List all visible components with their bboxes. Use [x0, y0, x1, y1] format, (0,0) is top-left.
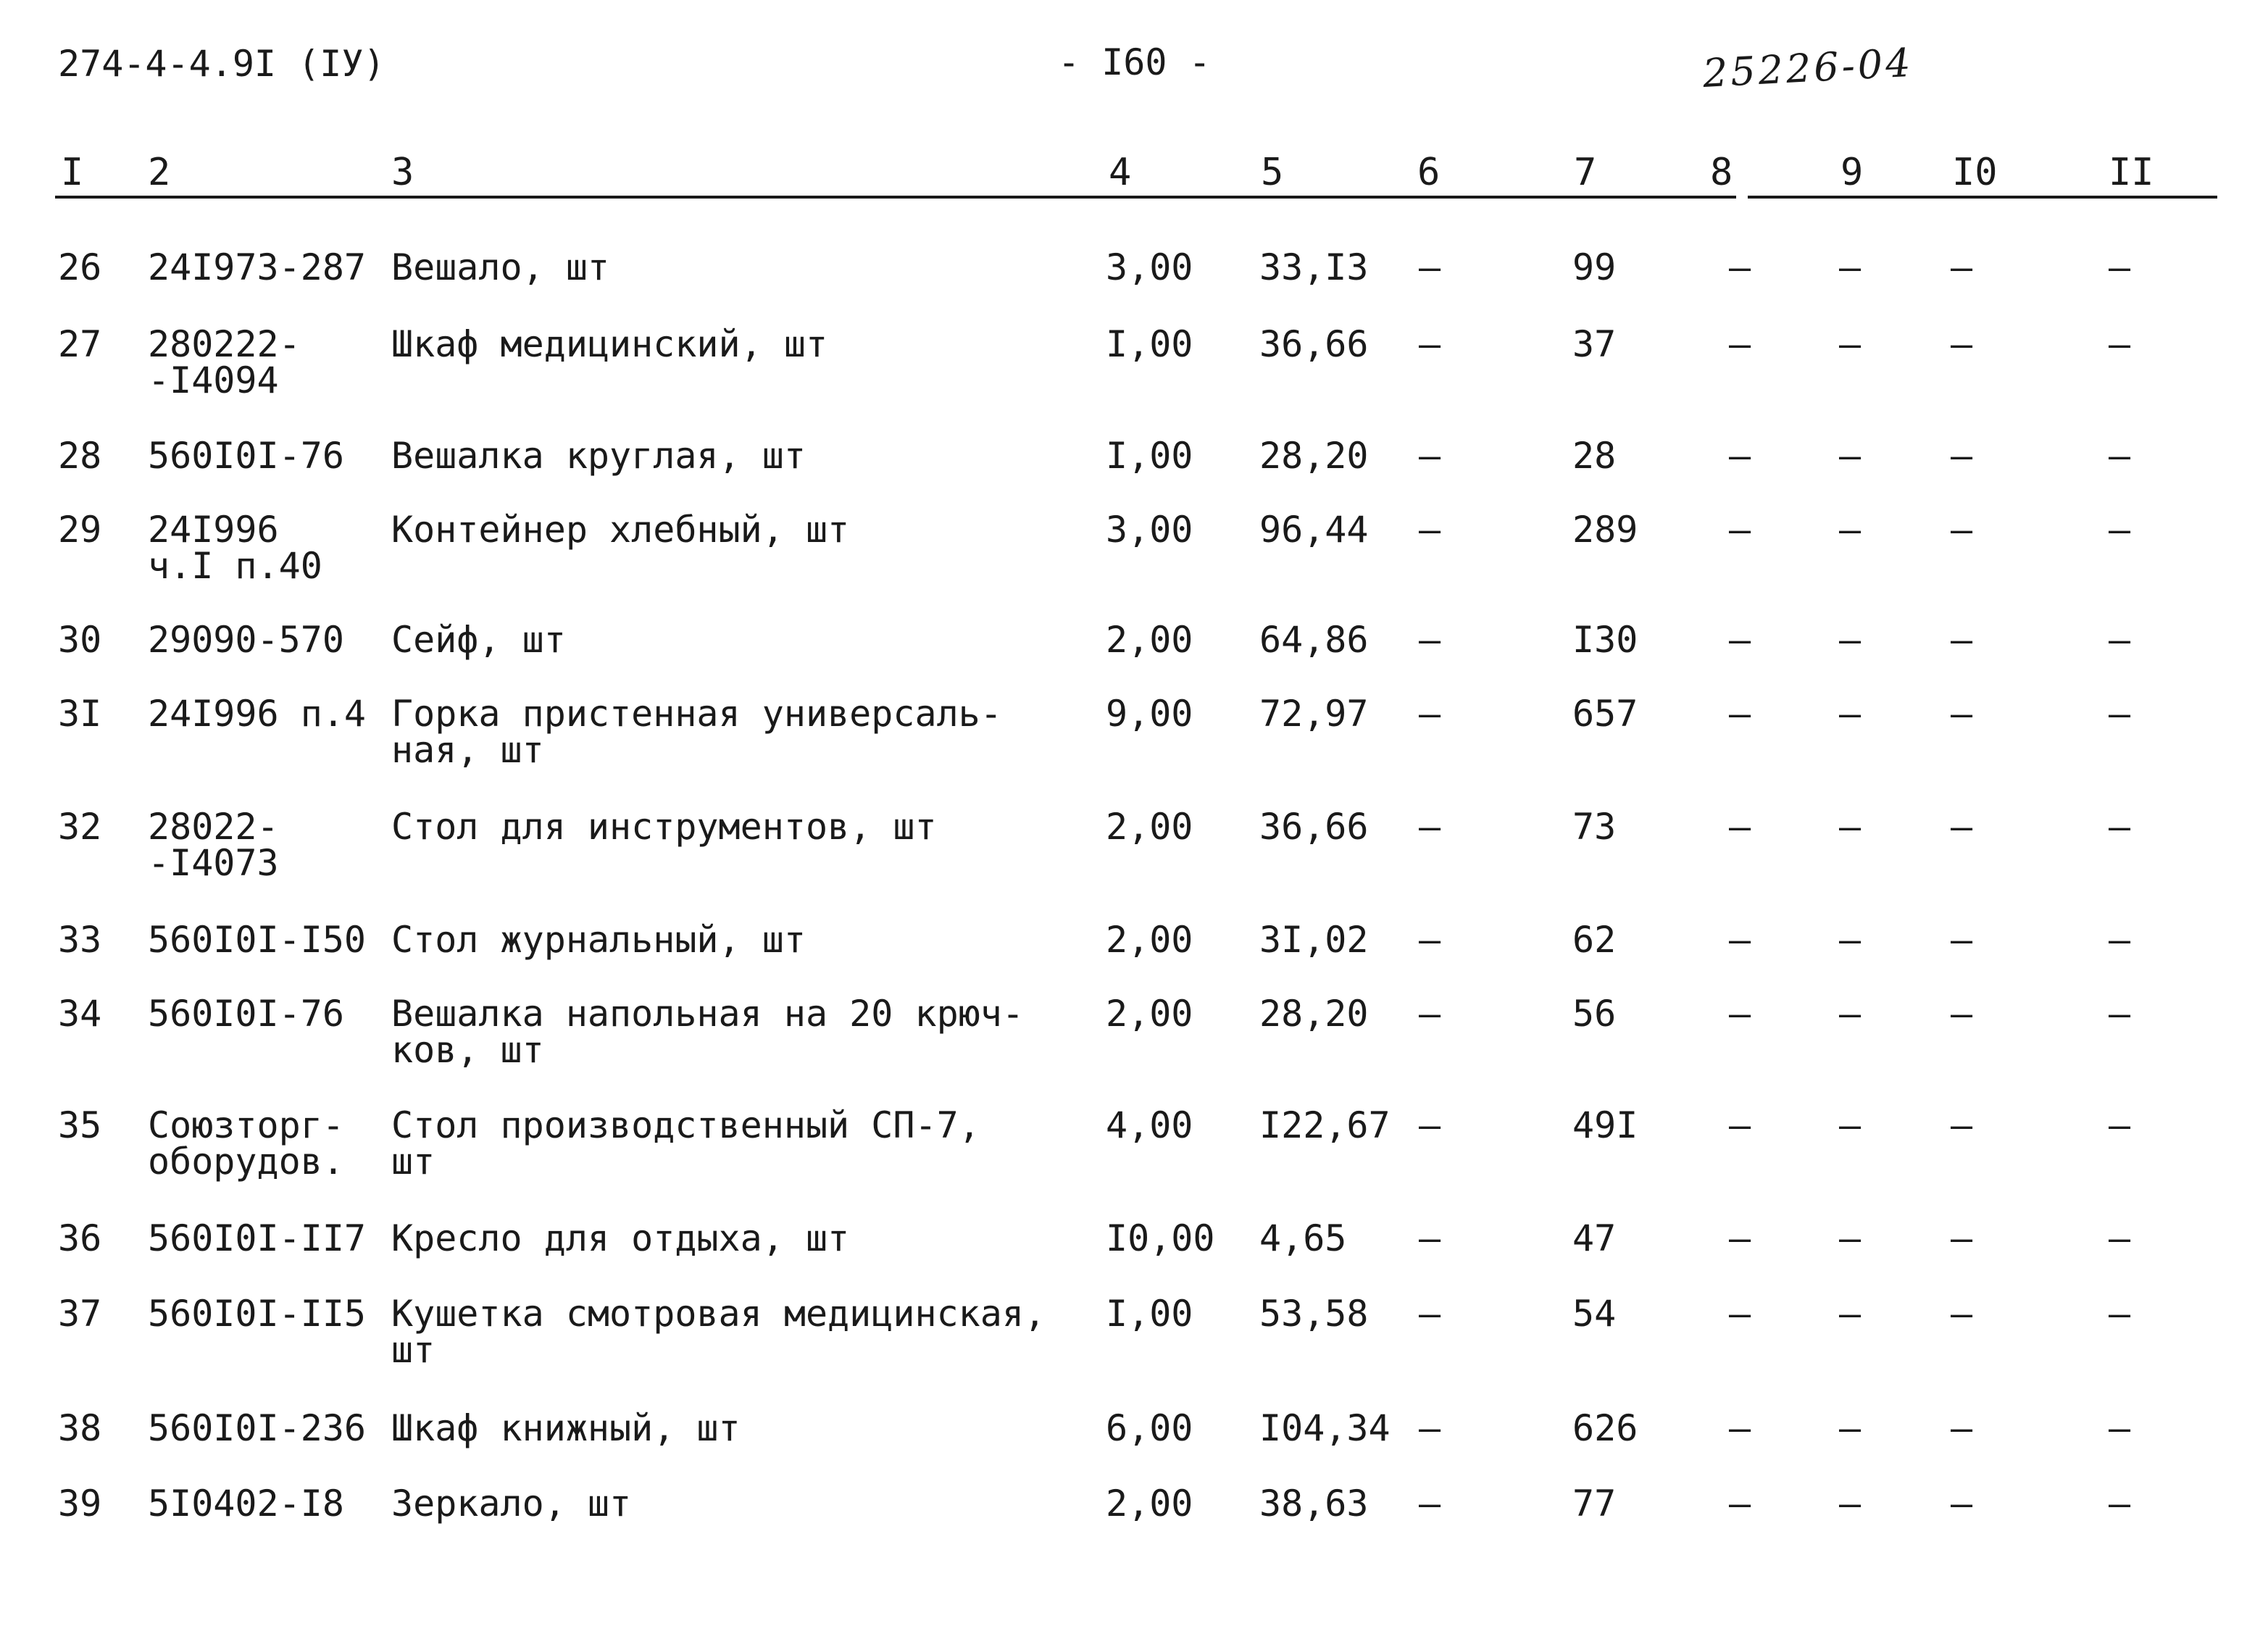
- column-10-value: –: [1951, 509, 1973, 551]
- item-name: Стол производственный СП-7, шт: [391, 1104, 980, 1183]
- catalog-code: 560I0I-76: [148, 993, 344, 1035]
- column-11-value: –: [2109, 1104, 2131, 1146]
- header-rule: [1748, 196, 2217, 199]
- column-9-value: –: [1839, 693, 1861, 735]
- catalog-code: 28022- -I4073: [148, 806, 279, 884]
- catalog-code: 560I0I-236: [148, 1407, 367, 1449]
- column-11-value: –: [2109, 435, 2131, 477]
- item-name: Сейф, шт: [391, 619, 566, 661]
- item-name: Кушетка смотровая медицинская, шт: [391, 1293, 1046, 1371]
- column-10-value: –: [1951, 919, 1973, 961]
- row-number: 37: [58, 1293, 102, 1335]
- column-8-value: –: [1729, 693, 1751, 735]
- column-10-value: –: [1951, 1217, 1973, 1259]
- column-number: II: [2109, 151, 2154, 194]
- column-9-value: –: [1839, 435, 1861, 477]
- row-number: 28: [58, 435, 102, 477]
- column-9-value: –: [1839, 323, 1861, 365]
- catalog-code: 560I0I-II5: [148, 1293, 367, 1335]
- column-10-value: –: [1951, 1407, 1973, 1449]
- column-11-value: –: [2109, 693, 2131, 735]
- column-11-value: –: [2109, 1217, 2131, 1259]
- header-rule: [55, 196, 1736, 199]
- column-6-value: –: [1419, 993, 1441, 1035]
- row-number: 33: [58, 919, 102, 961]
- column-9-value: –: [1839, 1483, 1861, 1525]
- column-number: 6: [1417, 151, 1441, 194]
- column-8-value: –: [1729, 435, 1751, 477]
- catalog-code: 280222- -I4094: [148, 323, 301, 401]
- catalog-code: 24I973-287: [148, 246, 367, 288]
- column-9-value: –: [1839, 993, 1861, 1035]
- unit-price: 36,66: [1259, 806, 1369, 848]
- row-number: 30: [58, 619, 102, 661]
- catalog-code: 5I0402-I8: [148, 1483, 344, 1525]
- quantity: 3,00: [1106, 509, 1193, 551]
- quantity: 3,00: [1106, 246, 1193, 288]
- row-number: 32: [58, 806, 102, 848]
- column-number: 3: [391, 151, 414, 194]
- item-name: Кресло для отдыха, шт: [391, 1217, 850, 1259]
- column-6-value: –: [1419, 693, 1441, 735]
- column-6-value: –: [1419, 619, 1441, 661]
- column-10-value: –: [1951, 993, 1973, 1035]
- unit-price: I22,67: [1259, 1104, 1391, 1146]
- column-8-value: –: [1729, 1483, 1751, 1525]
- column-6-value: –: [1419, 1217, 1441, 1259]
- column-8-value: –: [1729, 806, 1751, 848]
- column-number: 7: [1574, 151, 1597, 194]
- total-value: 54: [1572, 1293, 1617, 1335]
- column-6-value: –: [1419, 1483, 1441, 1525]
- total-value: 99: [1572, 246, 1617, 288]
- total-value: 49I: [1572, 1104, 1638, 1146]
- catalog-code: 560I0I-I50: [148, 919, 367, 961]
- catalog-code: 24I996 ч.I п.40: [148, 509, 322, 587]
- quantity: 2,00: [1106, 1483, 1193, 1525]
- row-number: 38: [58, 1407, 102, 1449]
- item-name: Вешало, шт: [391, 246, 610, 288]
- column-6-value: –: [1419, 246, 1441, 288]
- column-6-value: –: [1419, 1104, 1441, 1146]
- row-number: 35: [58, 1104, 102, 1146]
- column-9-value: –: [1839, 919, 1861, 961]
- unit-price: 28,20: [1259, 435, 1369, 477]
- column-11-value: –: [2109, 993, 2131, 1035]
- quantity: I,00: [1106, 323, 1193, 365]
- catalog-code: 24I996 п.4: [148, 693, 367, 735]
- column-number: 5: [1261, 151, 1284, 194]
- column-9-value: –: [1839, 509, 1861, 551]
- column-8-value: –: [1729, 509, 1751, 551]
- column-8-value: –: [1729, 919, 1751, 961]
- column-11-value: –: [2109, 246, 2131, 288]
- unit-price: 53,58: [1259, 1293, 1369, 1335]
- column-11-value: –: [2109, 509, 2131, 551]
- column-number: 9: [1840, 151, 1864, 194]
- total-value: 56: [1572, 993, 1617, 1035]
- column-8-value: –: [1729, 619, 1751, 661]
- column-10-value: –: [1951, 246, 1973, 288]
- column-11-value: –: [2109, 619, 2131, 661]
- total-value: 62: [1572, 919, 1617, 961]
- row-number: 34: [58, 993, 102, 1035]
- column-11-value: –: [2109, 1293, 2131, 1335]
- unit-price: 28,20: [1259, 993, 1369, 1035]
- quantity: 2,00: [1106, 619, 1193, 661]
- column-10-value: –: [1951, 693, 1973, 735]
- page-number: - I60 -: [1058, 41, 1211, 83]
- catalog-code: 29090-570: [148, 619, 344, 661]
- total-value: 37: [1572, 323, 1617, 365]
- total-value: I30: [1572, 619, 1638, 661]
- column-8-value: –: [1729, 1217, 1751, 1259]
- item-name: Зеркало, шт: [391, 1483, 632, 1525]
- column-9-value: –: [1839, 246, 1861, 288]
- unit-price: 72,97: [1259, 693, 1369, 735]
- column-number: 8: [1710, 151, 1733, 194]
- handwritten-inventory-number: 25226-04: [1701, 39, 1914, 96]
- quantity: 2,00: [1106, 993, 1193, 1035]
- column-10-value: –: [1951, 1483, 1973, 1525]
- column-number: 2: [148, 151, 171, 194]
- total-value: 289: [1572, 509, 1638, 551]
- column-11-value: –: [2109, 919, 2131, 961]
- column-8-value: –: [1729, 1293, 1751, 1335]
- unit-price: I04,34: [1259, 1407, 1391, 1449]
- column-6-value: –: [1419, 323, 1441, 365]
- unit-price: 36,66: [1259, 323, 1369, 365]
- column-number-header: [0, 149, 2268, 199]
- item-name: Горка пристенная универсаль- ная, шт: [391, 693, 1002, 771]
- column-8-value: –: [1729, 1407, 1751, 1449]
- quantity: 2,00: [1106, 919, 1193, 961]
- column-9-value: –: [1839, 1293, 1861, 1335]
- column-8-value: –: [1729, 246, 1751, 288]
- unit-price: 33,I3: [1259, 246, 1369, 288]
- total-value: 47: [1572, 1217, 1617, 1259]
- quantity: 2,00: [1106, 806, 1193, 848]
- row-number: 29: [58, 509, 102, 551]
- column-8-value: –: [1729, 1104, 1751, 1146]
- row-number: 36: [58, 1217, 102, 1259]
- catalog-code: Союзторг- оборудов.: [148, 1104, 344, 1183]
- column-9-value: –: [1839, 806, 1861, 848]
- column-6-value: –: [1419, 1293, 1441, 1335]
- column-number: I: [61, 151, 84, 194]
- column-10-value: –: [1951, 323, 1973, 365]
- column-11-value: –: [2109, 806, 2131, 848]
- quantity: 6,00: [1106, 1407, 1193, 1449]
- column-9-value: –: [1839, 619, 1861, 661]
- column-10-value: –: [1951, 435, 1973, 477]
- catalog-code: 560I0I-76: [148, 435, 344, 477]
- column-6-value: –: [1419, 509, 1441, 551]
- unit-price: 64,86: [1259, 619, 1369, 661]
- catalog-code: 560I0I-II7: [148, 1217, 367, 1259]
- column-9-value: –: [1839, 1104, 1861, 1146]
- column-10-value: –: [1951, 1293, 1973, 1335]
- document-code: 274-4-4.9I (IУ): [58, 43, 385, 85]
- item-name: Шкаф медицинский, шт: [391, 323, 828, 365]
- quantity: 4,00: [1106, 1104, 1193, 1146]
- quantity: I0,00: [1106, 1217, 1215, 1259]
- quantity: 9,00: [1106, 693, 1193, 735]
- item-name: Стол журнальный, шт: [391, 919, 806, 961]
- column-11-value: –: [2109, 1407, 2131, 1449]
- quantity: I,00: [1106, 1293, 1193, 1335]
- column-9-value: –: [1839, 1217, 1861, 1259]
- row-number: 27: [58, 323, 102, 365]
- row-number: 39: [58, 1483, 102, 1525]
- total-value: 657: [1572, 693, 1638, 735]
- column-6-value: –: [1419, 435, 1441, 477]
- item-name: Контейнер хлебный, шт: [391, 509, 850, 551]
- column-11-value: –: [2109, 323, 2131, 365]
- quantity: I,00: [1106, 435, 1193, 477]
- row-number: 3I: [58, 693, 102, 735]
- total-value: 626: [1572, 1407, 1638, 1449]
- column-9-value: –: [1839, 1407, 1861, 1449]
- column-8-value: –: [1729, 993, 1751, 1035]
- item-name: Вешалка напольная на 20 крюч- ков, шт: [391, 993, 1024, 1071]
- unit-price: 96,44: [1259, 509, 1369, 551]
- column-8-value: –: [1729, 323, 1751, 365]
- column-10-value: –: [1951, 806, 1973, 848]
- item-name: Шкаф книжный, шт: [391, 1407, 741, 1449]
- column-number: I0: [1952, 151, 1998, 194]
- column-10-value: –: [1951, 619, 1973, 661]
- column-number: 4: [1109, 151, 1132, 194]
- item-name: Вешалка круглая, шт: [391, 435, 806, 477]
- total-value: 28: [1572, 435, 1617, 477]
- unit-price: 3I,02: [1259, 919, 1369, 961]
- item-name: Стол для инструментов, шт: [391, 806, 937, 848]
- column-6-value: –: [1419, 919, 1441, 961]
- column-6-value: –: [1419, 1407, 1441, 1449]
- unit-price: 4,65: [1259, 1217, 1347, 1259]
- column-10-value: –: [1951, 1104, 1973, 1146]
- unit-price: 38,63: [1259, 1483, 1369, 1525]
- total-value: 77: [1572, 1483, 1617, 1525]
- total-value: 73: [1572, 806, 1617, 848]
- column-6-value: –: [1419, 806, 1441, 848]
- row-number: 26: [58, 246, 102, 288]
- column-11-value: –: [2109, 1483, 2131, 1525]
